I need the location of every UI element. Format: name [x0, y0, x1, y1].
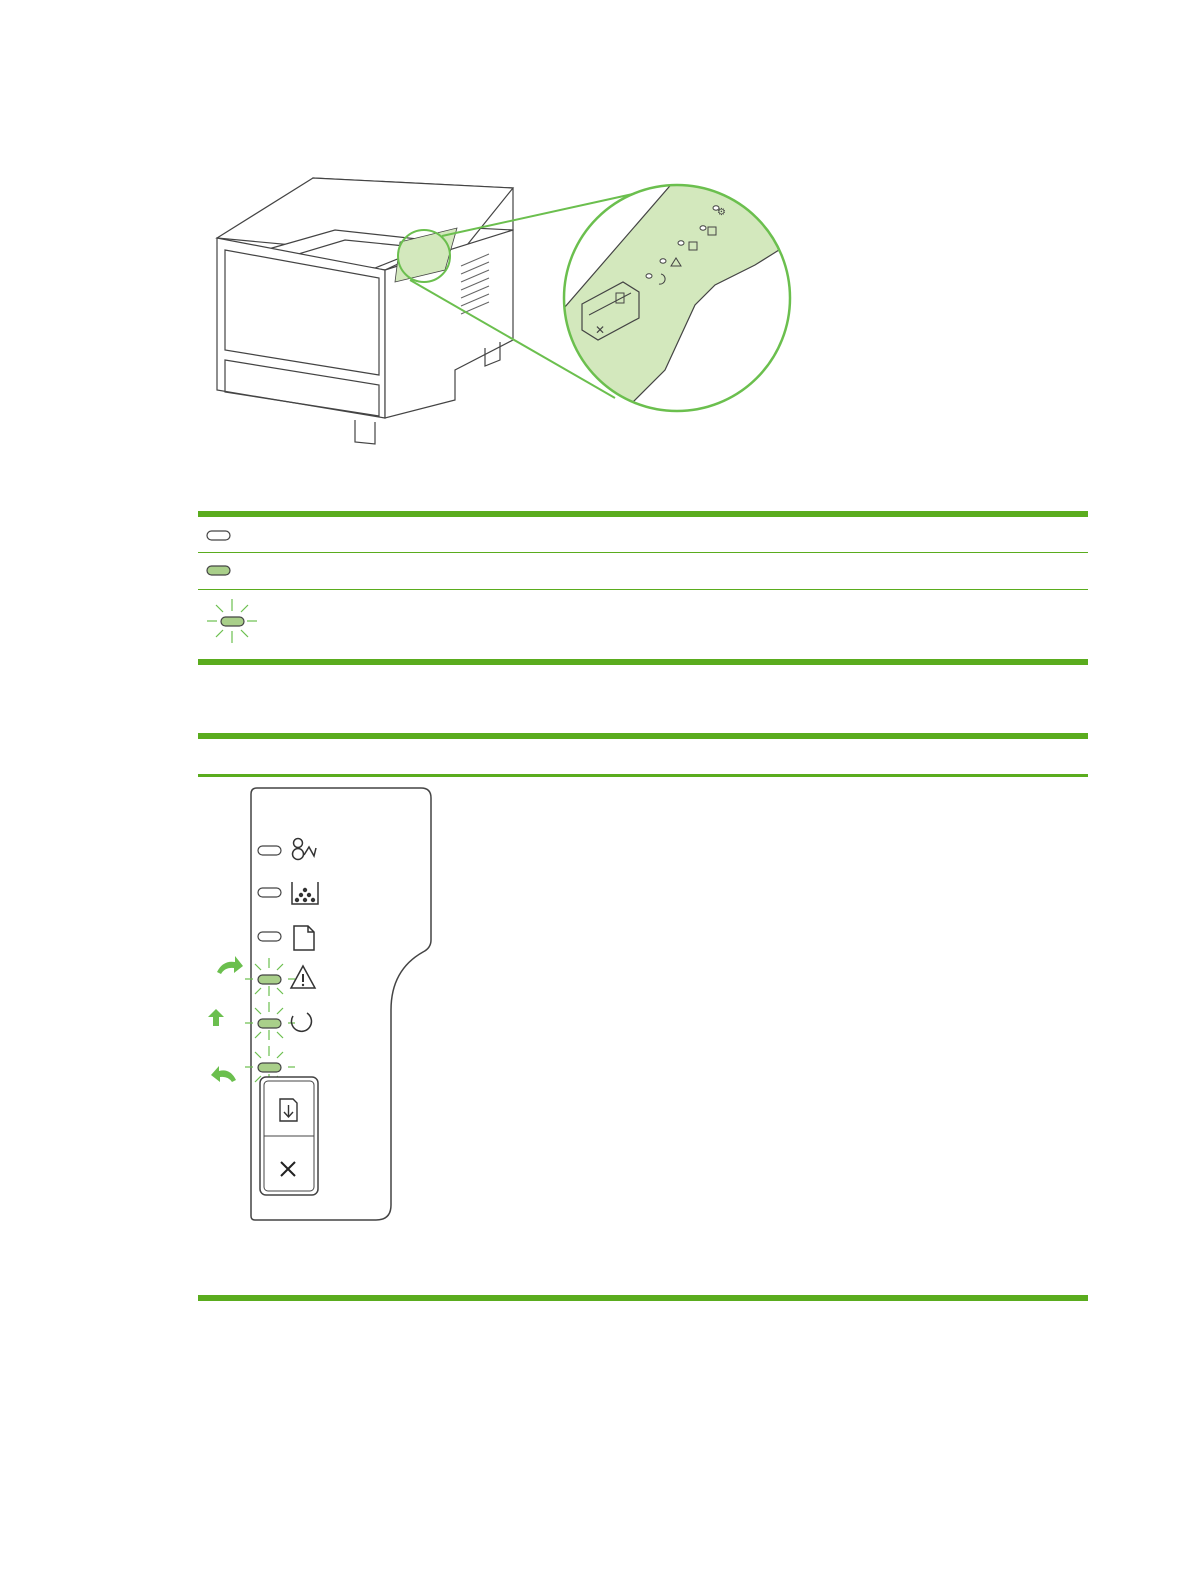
control-panel-illustration [195, 780, 445, 1230]
status-table-bottom-rule [198, 1295, 1088, 1301]
legend-bottom-rule [198, 659, 1088, 665]
button-block [260, 1077, 318, 1195]
cancel-button-icon: ✕ [595, 323, 606, 337]
arrow-left-icon [211, 1066, 236, 1082]
led-off-icon [203, 517, 243, 552]
attention-icon: ⚙ [717, 207, 726, 218]
led-jam [258, 846, 281, 855]
status-table-top-rule [198, 733, 1088, 739]
led-paper [258, 932, 281, 941]
led-toner [258, 888, 281, 897]
legend-row-blinking [198, 590, 1088, 659]
arrow-up-icon [208, 1009, 224, 1026]
printer-body [217, 178, 513, 444]
arrow-right-icon [217, 956, 243, 974]
led-on-icon [203, 553, 243, 589]
printer-illustration [195, 170, 815, 470]
zoom-callout [545, 180, 795, 411]
legend-row-off [198, 517, 1088, 552]
status-table-header-rule [198, 774, 1088, 777]
led-blinking-icon [203, 595, 273, 655]
legend-row-on [198, 553, 1088, 589]
